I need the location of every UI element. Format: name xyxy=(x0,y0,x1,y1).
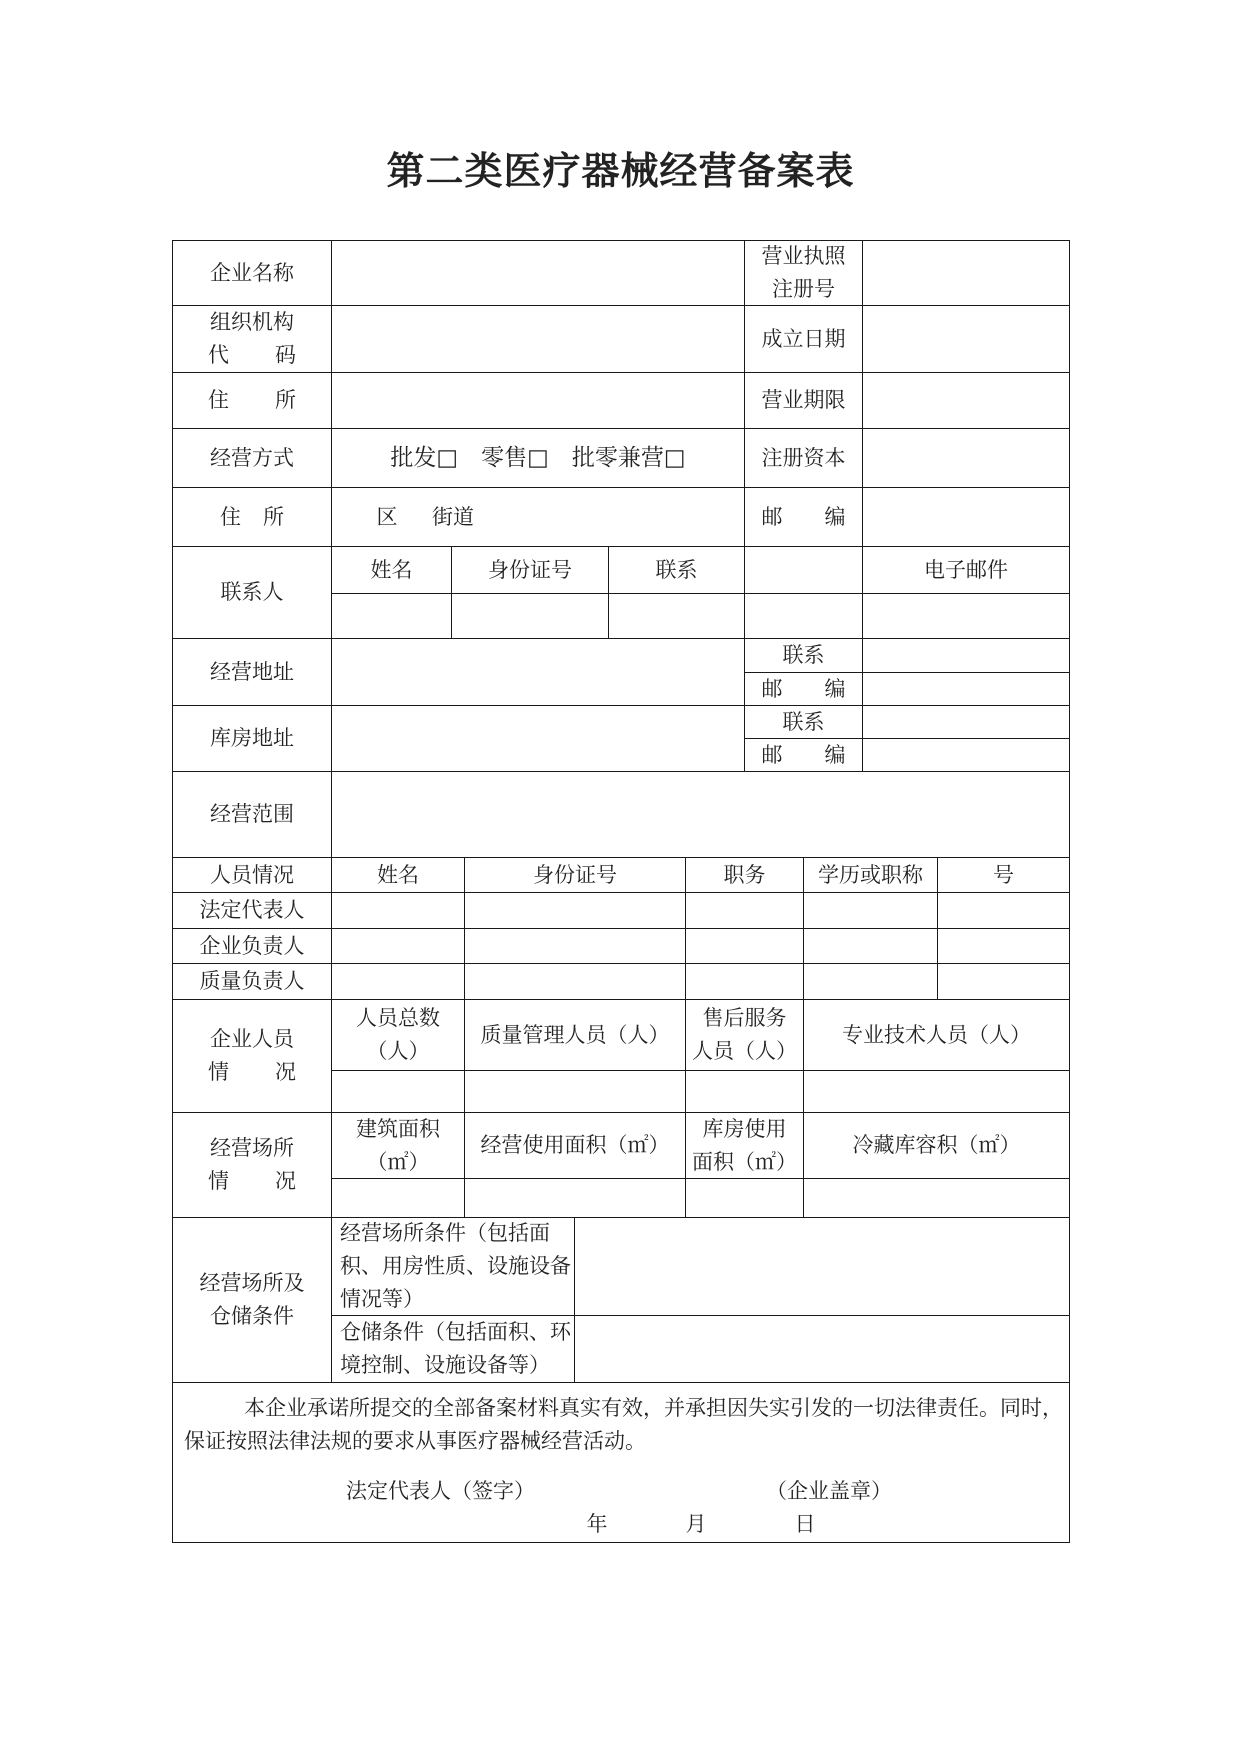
label-company-head: 企业负责人 xyxy=(199,933,305,958)
biz-mode-options[interactable]: 批发□ 零售□ 批零兼营□ xyxy=(390,444,686,471)
label-contact-name: 姓名 xyxy=(370,557,413,582)
label-biz-addr: 经营地址 xyxy=(210,659,294,684)
label-contact: 联系人 xyxy=(220,580,284,604)
label-area-wh xyxy=(686,1113,803,1178)
label-area-wh-line1: 库房使用 xyxy=(702,1116,787,1141)
label-license-no xyxy=(745,241,862,305)
label-site-char2: 况 xyxy=(275,1169,296,1193)
label-residence2-char1: 住 xyxy=(220,504,241,529)
label-quality-head: 质量负责人 xyxy=(199,969,305,993)
label-site-line2 xyxy=(208,1165,296,1198)
frame-bottom xyxy=(172,1542,1070,1543)
label-contact-tel: 联系 xyxy=(655,557,698,582)
declaration-text: 本企业承诺所提交的全部备案材料真实有效，并承担因失实引发的一切法律责任。同时，保证按照法律法规的要求从事医疗器械经营活动。 xyxy=(184,1396,1063,1453)
v-line xyxy=(574,1217,575,1382)
label-conditions-line1: 经营场所及 xyxy=(199,1271,305,1295)
label-biz-addr-tel: 联系 xyxy=(782,643,825,667)
label-org-code-char1: 代 xyxy=(208,343,229,367)
label-contact-id: 身份证号 xyxy=(488,557,572,582)
label-legal-rep: 法定代表人 xyxy=(199,898,305,922)
label-area-build xyxy=(332,1113,464,1178)
label-employees xyxy=(173,1000,331,1112)
date-year: 年 xyxy=(586,1511,608,1536)
label-staff-post: 职务 xyxy=(723,862,766,887)
label-company-name: 企业名称 xyxy=(210,260,294,285)
label-emp-total xyxy=(332,1000,464,1070)
v-line xyxy=(331,240,332,1382)
label-residence2 xyxy=(173,488,331,546)
label-emp-total-line2: （人） xyxy=(366,1039,430,1063)
label-staff: 人员情况 xyxy=(210,862,294,887)
label-site-line1: 经营场所 xyxy=(210,1136,294,1160)
label-biz-scope: 经营范围 xyxy=(210,802,294,826)
date-day: 日 xyxy=(794,1511,816,1536)
label-emp-service-line1: 售后服务 xyxy=(702,1006,787,1030)
label-reg-capital: 注册资本 xyxy=(761,445,846,470)
label-biz-addr-post-char1: 邮 xyxy=(761,676,783,701)
date-month: 月 xyxy=(685,1511,707,1536)
label-wh-addr-post-char1: 邮 xyxy=(761,742,783,767)
label-found-date: 成立日期 xyxy=(761,326,846,351)
label-storage-cond: 仓储条件（包括面积、环境控制、设施设备等） xyxy=(340,1320,571,1377)
label-emp-service xyxy=(686,1000,803,1070)
label-license-no-line2: 注册号 xyxy=(772,277,835,301)
label-staff-id: 身份证号 xyxy=(533,862,617,887)
label-employees-line1: 企业人员 xyxy=(210,1027,294,1051)
label-residence-char1: 住 xyxy=(208,388,229,412)
label-conditions xyxy=(173,1218,331,1382)
label-org-code xyxy=(173,306,331,372)
label-cold-cap: 冷藏库容积（㎡） xyxy=(852,1133,1021,1157)
label-license-no-line1: 营业执照 xyxy=(761,244,846,268)
label-biz-mode: 经营方式 xyxy=(210,445,294,470)
label-wh-addr-post xyxy=(745,739,862,771)
label-area-wh-line2: 面积（㎡） xyxy=(692,1149,797,1174)
v-line xyxy=(862,638,863,771)
label-staff-no: 号 xyxy=(993,862,1014,887)
h-line xyxy=(172,1382,1070,1383)
label-biz-addr-post xyxy=(745,673,862,705)
label-wh-addr-tel: 联系 xyxy=(782,709,825,734)
label-org-code-line2 xyxy=(208,339,296,372)
label-street: 街道 xyxy=(432,504,474,529)
label-site-char1: 情 xyxy=(208,1169,229,1193)
label-employees-char2: 况 xyxy=(275,1060,296,1084)
label-residence2-char2: 所 xyxy=(263,504,284,529)
label-area-build-line1: 建筑面积 xyxy=(356,1116,440,1141)
label-emp-service-line2: 人员（人） xyxy=(692,1039,797,1063)
label-emp-tech: 专业技术人员（人） xyxy=(842,1022,1031,1047)
label-area-build-line2: （㎡） xyxy=(366,1149,430,1174)
label-area-use: 经营使用面积（㎡） xyxy=(480,1133,670,1157)
label-residence-char2: 所 xyxy=(275,388,296,412)
label-staff-name: 姓名 xyxy=(377,862,419,887)
label-emp-quality: 质量管理人员（人） xyxy=(480,1022,670,1047)
label-site xyxy=(173,1113,331,1217)
label-site-cond: 经营场所条件（包括面积、用房性质、设施设备情况等） xyxy=(340,1221,571,1311)
label-district: 区 xyxy=(376,504,398,529)
company-seal: （企业盖章） xyxy=(766,1478,892,1503)
label-org-code-line1: 组织机构 xyxy=(210,310,294,334)
legal-rep-signature: 法定代表人（签字） xyxy=(346,1478,535,1503)
label-postcode-char2: 编 xyxy=(824,504,846,529)
h-line xyxy=(331,593,1070,594)
label-org-code-char2: 码 xyxy=(275,343,296,367)
label-biz-term: 营业期限 xyxy=(761,388,846,412)
label-wh-addr-post-char2: 编 xyxy=(824,742,846,767)
label-biz-addr-post-char2: 编 xyxy=(824,676,846,701)
label-staff-edu: 学历或职称 xyxy=(818,862,923,887)
h-line xyxy=(331,1070,1070,1071)
page-title: 第二类医疗器械经营备案表 xyxy=(386,148,855,193)
label-postcode xyxy=(745,488,862,546)
label-emp-total-line1: 人员总数 xyxy=(356,1006,440,1030)
label-employees-char1: 情 xyxy=(208,1060,229,1084)
label-residence xyxy=(173,373,331,428)
label-employees-line2 xyxy=(208,1056,296,1089)
label-contact-email: 电子邮件 xyxy=(924,557,1008,582)
label-postcode-char1: 邮 xyxy=(761,504,783,529)
label-conditions-line2: 仓储条件 xyxy=(210,1304,294,1328)
label-wh-addr: 库房地址 xyxy=(210,726,294,750)
